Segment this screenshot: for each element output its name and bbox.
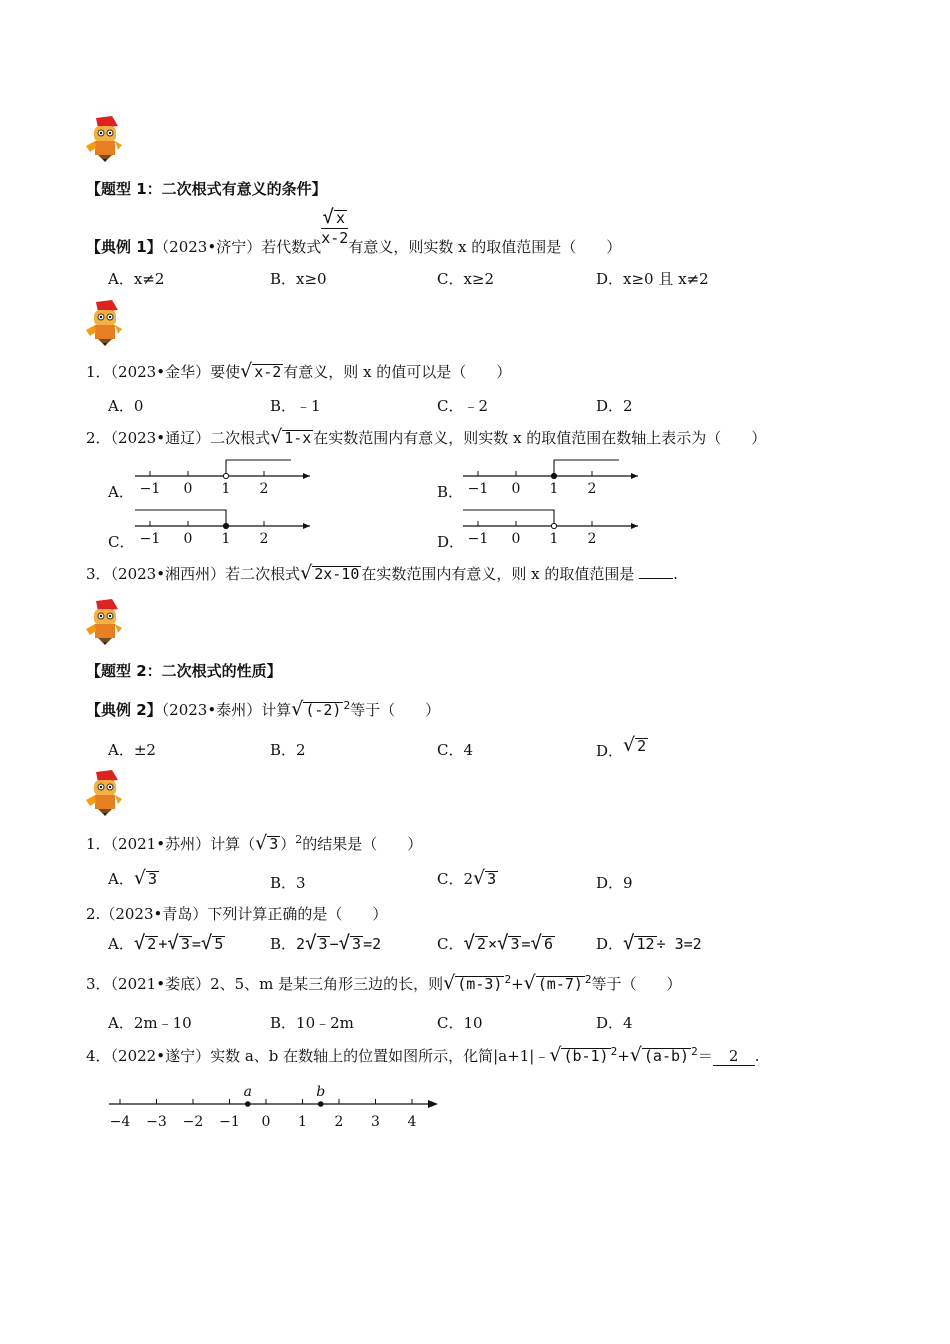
point-label: b [316, 1084, 326, 1100]
number-line-d[interactable] [458, 502, 648, 552]
ex2-option-d[interactable]: D．√ 2 [596, 734, 647, 760]
tick-label: 2 [334, 1114, 344, 1130]
tick-label: 1 [549, 481, 559, 497]
point-dot [318, 1101, 324, 1107]
open-dot [223, 473, 228, 478]
p2-option-a[interactable]: A．√ 2 +√ 3 =√ 5 [108, 932, 224, 954]
ex2-option-b[interactable]: B．2 [270, 741, 306, 759]
closed-dot [551, 473, 556, 478]
section-heading-type1: 【题型 1：二次根式有意义的条件】 [86, 180, 327, 198]
example-1: 【典例 1】（2023•济宁）若代数式 $\frac{√ x}{x-2}$ 有意义，则实数 x 的取值范围是（ ） [86, 206, 622, 256]
tick-label: 2 [587, 531, 597, 547]
p2-option-d[interactable]: D．√ 12 ÷ 3=2 [596, 932, 702, 954]
range-bracket [463, 510, 554, 526]
tick-label: −1 [219, 1114, 240, 1130]
axis-arrow [303, 523, 310, 529]
question-3: 3．（2023•湘西州）若二次根式√ 2x-10 在实数范围内有意义，则 x 的取值范围是 . [86, 562, 678, 584]
tick-label: 1 [549, 531, 559, 547]
tick-label: 1 [221, 481, 231, 497]
fraction: $\frac{√ x}{x-2}$ [321, 206, 349, 247]
q2-option-c-label[interactable]: C． [108, 533, 135, 551]
example-2: 【典例 2】（2023•泰州）计算√ (-2) $^2$等于（ ） [86, 698, 441, 720]
answer-blank[interactable] [639, 578, 673, 579]
q2-option-a-label[interactable]: A． [108, 483, 134, 501]
p1-option-a[interactable]: A．√ 3 [108, 867, 157, 889]
ex1-option-d[interactable]: D．x≥0 且 x≠2 [596, 270, 709, 288]
p3-option-b[interactable]: B．10﹣2m [270, 1014, 354, 1032]
tick-label: 0 [183, 531, 193, 547]
sqrt-icon: √ [270, 426, 283, 448]
tick-label: 3 [371, 1114, 380, 1130]
tick-label: 4 [407, 1114, 417, 1130]
axis-arrow [631, 473, 638, 479]
axis-arrow [428, 1100, 438, 1108]
tick-label: 0 [261, 1114, 271, 1130]
closed-dot [223, 523, 228, 528]
tick-label: −1 [467, 481, 489, 497]
range-bracket [554, 460, 619, 476]
pencil-mascot-icon [84, 597, 124, 645]
p3-option-a[interactable]: A．2m﹣10 [108, 1014, 192, 1032]
tick-label: 2 [259, 481, 269, 497]
axis-arrow [303, 473, 310, 479]
range-bracket [135, 510, 226, 526]
ex1-option-a[interactable]: A．x≠2 [108, 270, 165, 288]
q2-option-b-label[interactable]: B． [437, 483, 464, 501]
tick-label: 0 [511, 531, 521, 547]
p1-option-b[interactable]: B．3 [270, 874, 306, 892]
practice-3: 3．（2021•娄底）2、5、m 是某三角形三边的长，则√ (m-3) $^2$+√ (m-7) $^2$等于（ ） [86, 972, 682, 994]
question-1: 1．（2023•金华）要使√ x-2 有意义，则 x 的值可以是（ ） [86, 360, 512, 382]
question-2: 2．（2023•通辽）二次根式√ 1-x 在实数范围内有意义，则实数 x 的取值范围在数轴上表示为（ ） [86, 426, 767, 448]
point-label: a [243, 1084, 252, 1100]
range-bracket [226, 460, 291, 476]
tick-label: −1 [139, 481, 161, 497]
q2-option-d-label[interactable]: D． [437, 533, 465, 551]
p1-option-c[interactable]: C．2√ 3 [437, 867, 497, 889]
pencil-mascot-icon [84, 114, 124, 162]
tick-label: −1 [139, 531, 161, 547]
tick-label: 2 [587, 481, 597, 497]
tick-label: −4 [109, 1114, 131, 1130]
sqrt-icon: √ [291, 698, 304, 720]
q1-option-a[interactable]: A．0 [108, 397, 144, 415]
number-line-c[interactable] [130, 502, 320, 552]
ex1-option-b[interactable]: B．x≥0 [270, 270, 327, 288]
sqrt-icon: √ [255, 832, 268, 854]
p2-option-c[interactable]: C．√ 2 ×√ 3 =√ 6 [437, 932, 553, 954]
q1-option-b[interactable]: B．﹣1 [270, 397, 321, 415]
p4-number-line [104, 1078, 449, 1136]
tick-label: −1 [467, 531, 489, 547]
tick-label: −3 [146, 1114, 167, 1130]
sqrt-icon: √ [300, 562, 313, 584]
sqrt-icon: √ [240, 360, 253, 382]
pencil-mascot-icon [84, 768, 124, 816]
tick-label: −2 [182, 1114, 204, 1130]
number-line-b[interactable] [458, 452, 648, 502]
axis-arrow [631, 523, 638, 529]
ex2-option-a[interactable]: A．±2 [108, 741, 156, 759]
tick-label: 2 [259, 531, 269, 547]
open-dot [551, 523, 556, 528]
number-line-a[interactable] [130, 452, 320, 502]
practice-1: 1．（2021•苏州）计算（√ 3 ）$^2$的结果是（ ） [86, 832, 423, 854]
answer-blank[interactable]: 2 [713, 1047, 755, 1066]
tick-label: 0 [183, 481, 193, 497]
ex2-option-c[interactable]: C．4 [437, 741, 474, 759]
tick-label: 1 [221, 531, 231, 547]
p1-option-d[interactable]: D．9 [596, 874, 633, 892]
pencil-mascot-icon [84, 298, 124, 346]
point-dot [245, 1101, 251, 1107]
practice-2: 2.（2023•青岛）下列计算正确的是（ ） [86, 905, 388, 923]
ex1-option-c[interactable]: C．x≥2 [437, 270, 495, 288]
q1-option-d[interactable]: D．2 [596, 397, 633, 415]
p2-option-b[interactable]: B．2√ 3 −√ 3 =2 [270, 932, 382, 954]
practice-4: 4．（2022•遂宁）实数 a、b 在数轴上的位置如图所示，化简|a+1|﹣√ (b-1) $^2$+√ (a-b) $^2$＝ 2 . [86, 1044, 760, 1066]
tick-label: 0 [511, 481, 521, 497]
section-heading-type2: 【题型 2：二次根式的性质】 [86, 662, 282, 680]
q1-option-c[interactable]: C．﹣2 [437, 397, 489, 415]
p3-option-c[interactable]: C．10 [437, 1014, 483, 1032]
p3-option-d[interactable]: D．4 [596, 1014, 633, 1032]
tick-label: 1 [298, 1114, 307, 1130]
